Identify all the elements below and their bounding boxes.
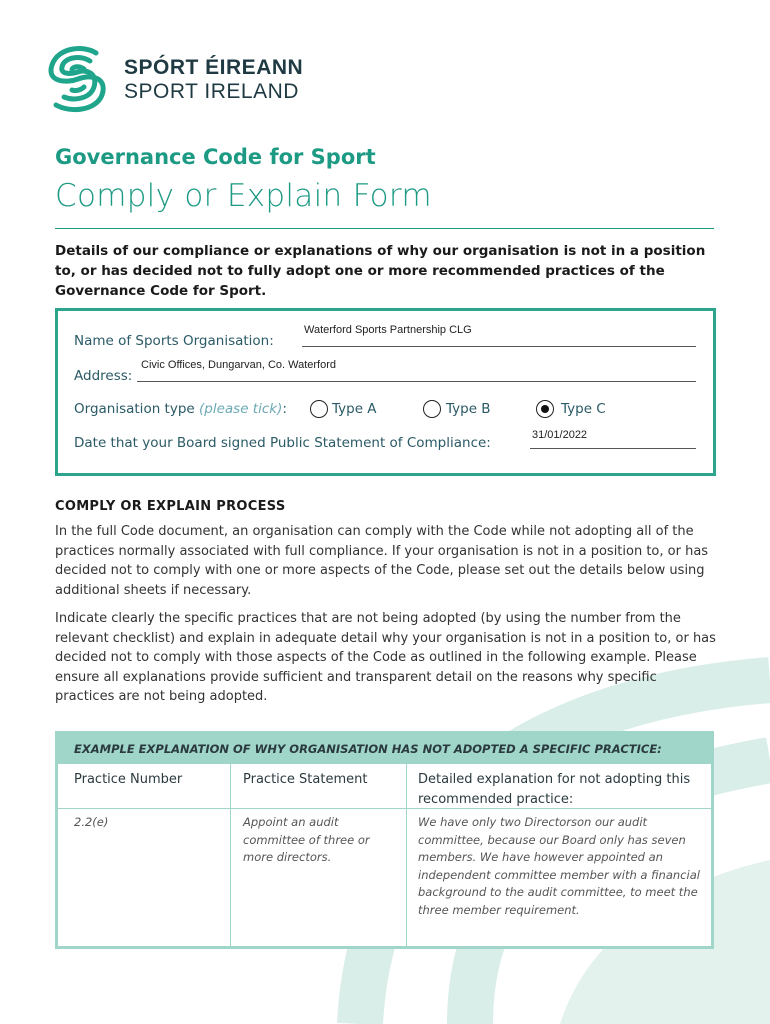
process-paragraph-1: In the full Code document, an organisation can comply with the Code while not adopting all of the practices normally associated with full compliance. If your organisation is not in a position to, or has decided not to comply with one or more aspects of the Code, please set out the details below using additional sheets if necessary. (55, 524, 709, 598)
col-header-explanation: Detailed explanation for not adopting this recommended practice: (418, 772, 691, 807)
logo-wordmark (124, 56, 303, 104)
date-field[interactable]: 31/01/2022 (532, 429, 588, 441)
example-table-header (58, 734, 711, 764)
date-label: Date that your Board signed Public Statement of Compliance: (74, 435, 491, 451)
type-c-label: Type C (561, 401, 606, 417)
process-heading: COMPLY OR EXPLAIN PROCESS (55, 499, 286, 514)
org-type-label (74, 401, 287, 417)
org-name-field[interactable]: Waterford Sports Partnership CLG (304, 324, 472, 336)
type-a-label: Type A (332, 401, 377, 417)
sport-ireland-logo-icon (44, 43, 112, 115)
col-header-practice-statement: Practice Statement (243, 772, 368, 787)
type-b-radio[interactable] (423, 400, 441, 418)
form-title: Comply or Explain Form (55, 178, 432, 214)
process-paragraph-2: Indicate clearly the specific practices that are not being adopted (by using the number from the relevant checklist) and explain in adequate detail why your organisation is not in a position to, or has decided not to comply with those aspects of the Code as outlined in the following example. Please ensure all explanations provide sufficient and transparent detail on the reasons why specific practices are not being adopted. (55, 611, 716, 704)
title-divider (55, 228, 714, 229)
address-line (137, 381, 696, 382)
type-c-selected-dot (541, 405, 549, 413)
address-label: Address: (74, 368, 133, 384)
org-type-colon: : (282, 401, 287, 417)
document-title: Governance Code for Sport (55, 145, 376, 169)
type-a-radio[interactable] (310, 400, 328, 418)
type-b-label: Type B (446, 401, 491, 417)
organisation-details-box (55, 308, 716, 476)
example-practice-statement: Appoint an audit committee of three or more directors. (243, 815, 370, 864)
column-divider (230, 764, 231, 946)
logo-line-irish: SPÓRT ÉIREANN (124, 56, 304, 79)
example-table (55, 731, 714, 949)
example-explanation: We have only two Directorson our audit committee, because our Board only has seven members. We have however appointed an independent committee member with a financial background to the audit committee, to meet the three member requirement. (418, 815, 700, 917)
address-field[interactable]: Civic Offices, Dungarvan, Co. Waterford (141, 359, 337, 371)
example-practice-number: 2.2(e) (74, 815, 109, 829)
intro-text: Details of our compliance or explanations of why our organisation is not in a position to, or has decided not to fully adopt one or more recommended practices of the Governance Code for Sport. (55, 243, 706, 299)
type-c-radio[interactable] (536, 400, 554, 418)
col-header-practice-number: Practice Number (74, 772, 183, 787)
org-name-line (302, 346, 696, 347)
date-line (530, 448, 696, 449)
org-type-hint: (please tick) (199, 401, 283, 417)
logo-line-english: SPORT IRELAND (124, 80, 299, 103)
org-name-label: Name of Sports Organisation: (74, 333, 274, 349)
example-heading: EXAMPLE EXPLANATION OF WHY ORGANISATION HAS NOT ADOPTED A SPECIFIC PRACTICE: (74, 742, 662, 756)
column-divider (406, 764, 407, 946)
org-type-text: Organisation type (74, 401, 195, 417)
